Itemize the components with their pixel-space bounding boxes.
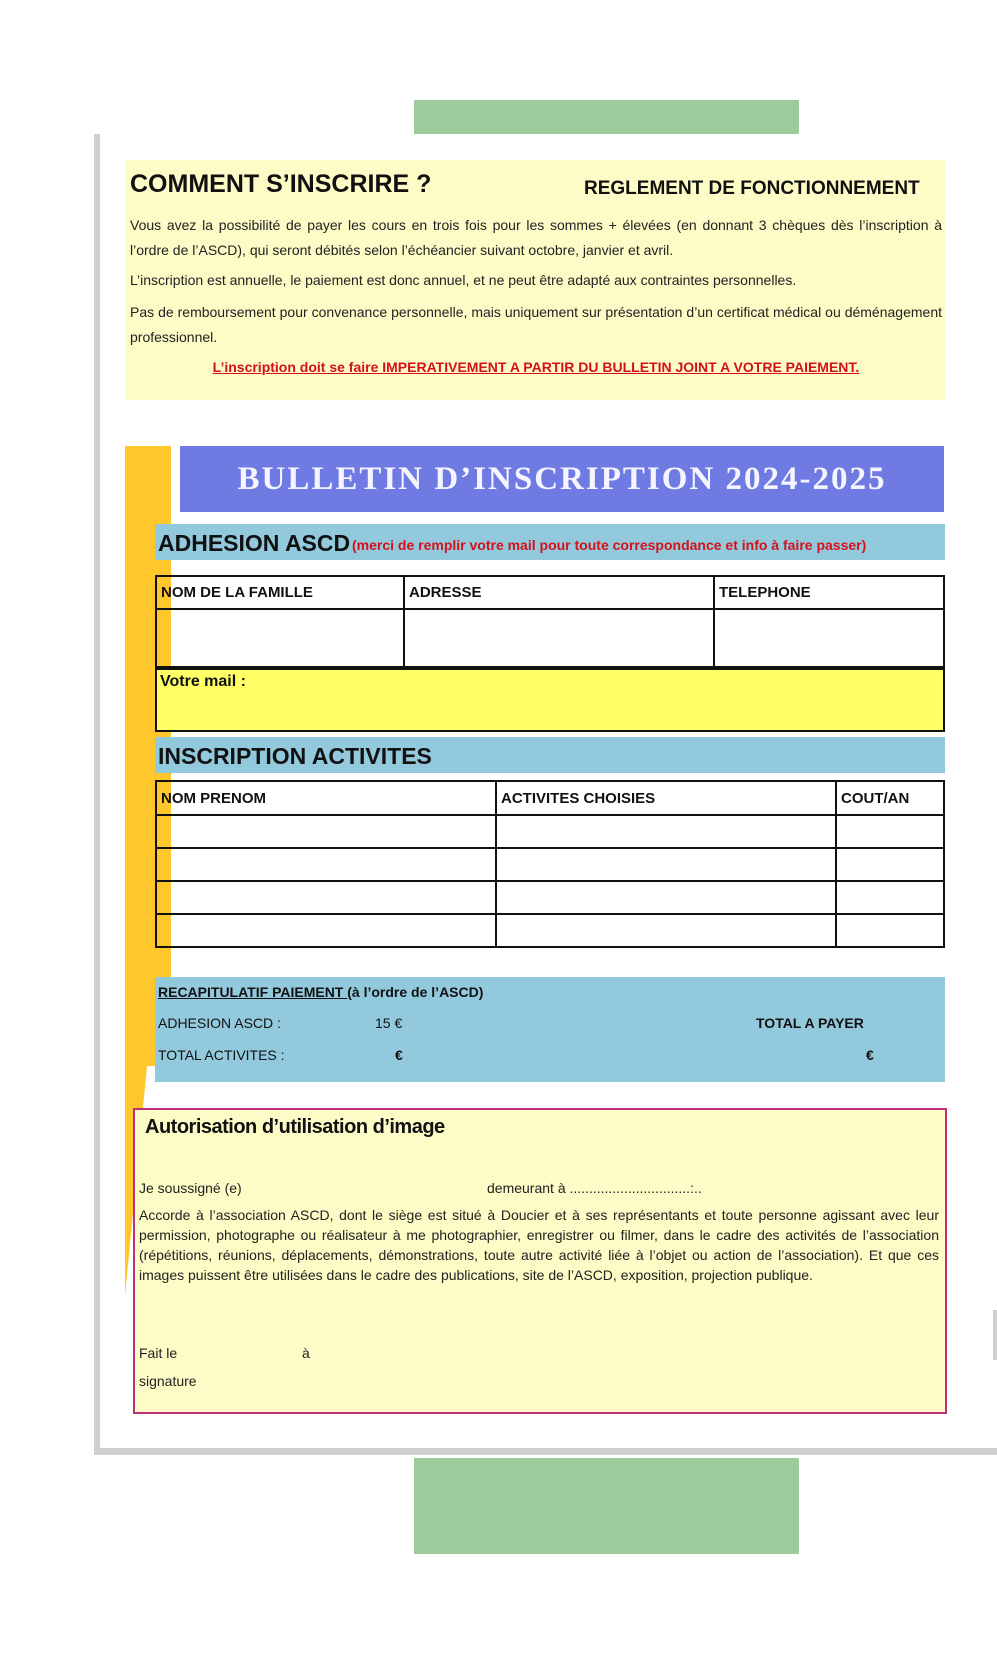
activities-header: ACTIVITES CHOISIES bbox=[496, 781, 836, 815]
activity-cell[interactable] bbox=[496, 815, 836, 848]
table-row bbox=[156, 848, 944, 881]
phone-field[interactable] bbox=[714, 609, 944, 667]
name-cell[interactable] bbox=[156, 848, 496, 881]
signature-label: signature bbox=[139, 1373, 197, 1389]
how-to-register-title: COMMENT S’INSCRIRE ? bbox=[130, 170, 432, 198]
total-to-pay-value: € bbox=[866, 1047, 874, 1063]
done-on-label: Fait le bbox=[139, 1345, 178, 1361]
cost-cell[interactable] bbox=[836, 881, 944, 914]
payment-summary-heading: RECAPITULATIF PAIEMENT bbox=[158, 984, 348, 1000]
image-authorization-title: Autorisation d’utilisation d’image bbox=[145, 1116, 445, 1138]
email-label: Votre mail : bbox=[160, 673, 246, 690]
activities-title: INSCRIPTION ACTIVITES bbox=[158, 743, 432, 769]
activity-cell[interactable] bbox=[496, 914, 836, 947]
bulletin-title: BULLETIN D’INSCRIPTION 2024-2025 bbox=[237, 461, 887, 497]
total-activities-label: TOTAL ACTIVITES : bbox=[158, 1047, 285, 1063]
authorization-text: Accorde à l’association ASCD, dont le siège est situé à Doucier et à ses représentants et toute personne agissant avec leur permission, photographe ou réalisateur à me photographier, enregistrer ou filmer, dans le cadre des activités de l’association (répétitions, réunions, déplacements, démonstrations, toute autre activité liée à l’objet ou action de l’association). Et que ces images puissent être utilisées dans le cadre des publications, site de l’ASCD, exposition, projection publique. bbox=[139, 1207, 939, 1283]
activity-cell[interactable] bbox=[496, 848, 836, 881]
cost-header: COUT/AN bbox=[836, 781, 944, 815]
adhesion-fee-value: 15 € bbox=[375, 1015, 403, 1031]
email-field[interactable] bbox=[155, 668, 945, 732]
table-row bbox=[156, 914, 944, 947]
cost-cell[interactable] bbox=[836, 815, 944, 848]
top-green-block bbox=[414, 100, 799, 134]
page-edge-bottom bbox=[94, 1448, 997, 1455]
payment-summary-subtitle: (à l’ordre de l’ASCD) bbox=[347, 984, 484, 1000]
name-cell[interactable] bbox=[156, 815, 496, 848]
activities-table bbox=[155, 780, 945, 948]
address-header: ADRESSE bbox=[404, 576, 714, 609]
page-edge-right bbox=[993, 1310, 997, 1360]
adhesion-note: (merci de remplir votre mail pour toute correspondance et info à faire passer) bbox=[352, 537, 867, 553]
rules-title: REGLEMENT DE FONCTIONNEMENT bbox=[584, 178, 920, 199]
total-to-pay-label: TOTAL A PAYER bbox=[756, 1015, 864, 1031]
page-edge-left bbox=[94, 134, 100, 1454]
cost-cell[interactable] bbox=[836, 848, 944, 881]
residing-label: demeurant à ...............................:.. bbox=[487, 1180, 702, 1196]
table-row bbox=[156, 815, 944, 848]
adhesion-fee-label: ADHESION ASCD : bbox=[158, 1015, 281, 1031]
cost-cell[interactable] bbox=[836, 914, 944, 947]
family-name-header: NOM DE LA FAMILLE bbox=[156, 576, 404, 609]
rules-warning: L’inscription doit se faire IMPERATIVEMENT A PARTIR DU BULLETIN JOINT A VOTRE PAIEMENT. bbox=[212, 359, 860, 375]
name-cell[interactable] bbox=[156, 881, 496, 914]
rules-paragraph-annual: L’inscription est annuelle, le paiement est donc annuel, et ne peut être adapté aux contraintes personnelles. bbox=[130, 272, 797, 288]
total-activities-value: € bbox=[395, 1047, 403, 1063]
phone-header: TELEPHONE bbox=[714, 576, 944, 609]
done-at-label: à bbox=[302, 1345, 310, 1361]
activity-cell[interactable] bbox=[496, 881, 836, 914]
rules-paragraph-refund: Pas de remboursement pour convenance personnelle, mais uniquement sur présentation d’un certificat médical ou déménagement professionnel. bbox=[130, 304, 942, 345]
name-header: NOM PRENOM bbox=[156, 781, 496, 815]
bottom-green-block bbox=[414, 1458, 799, 1554]
rules-paragraph-payment: Vous avez la possibilité de payer les cours en trois fois pour les sommes + élevées (en donnant 3 chèques dès l’inscription à l’ordre de l’ASCD), qui seront débités selon l’échéancier suivant octobre, janvier et avril. bbox=[130, 217, 942, 258]
family-name-field[interactable] bbox=[156, 609, 404, 667]
undersigned-label: Je soussigné (e) bbox=[139, 1180, 242, 1196]
adhesion-title: ADHESION ASCD bbox=[158, 530, 351, 556]
table-row bbox=[156, 881, 944, 914]
address-field[interactable] bbox=[404, 609, 714, 667]
name-cell[interactable] bbox=[156, 914, 496, 947]
family-table bbox=[155, 575, 945, 668]
payment-summary-title bbox=[158, 984, 483, 1000]
